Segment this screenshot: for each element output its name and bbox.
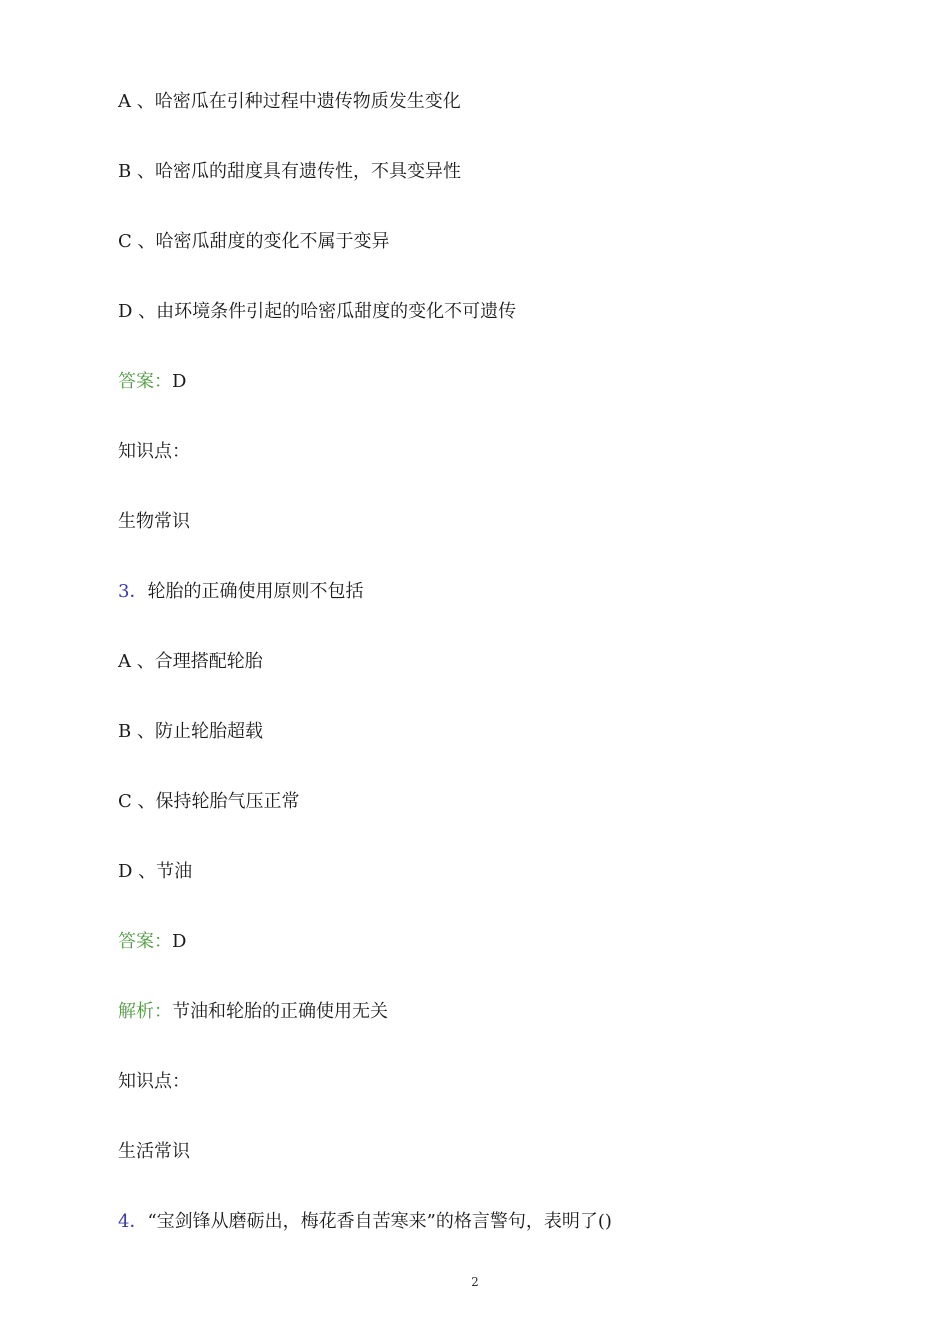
q3-knowledge-label: 知识点： [118,1071,190,1092]
page-number: 2 [471,1275,479,1289]
q3-option-a: A 、合理搭配轮胎 [118,651,263,672]
q4-stem [118,1210,612,1234]
q3-option-b: B 、防止轮胎超载 [118,721,263,742]
q3-analysis-label: 解析： [118,1001,172,1022]
q2-option-a: A 、哈密瓜在引种过程中遗传物质发生变化 [118,91,461,112]
q3-option-c: C 、保持轮胎气压正常 [118,791,300,812]
q3-answer-value: D [172,931,187,952]
q3-stem [118,580,363,604]
q3-number: 3． [118,581,148,602]
q2-answer-value: D [172,371,187,392]
q3-knowledge-value: 生活常识 [118,1141,190,1162]
q2-knowledge-value: 生物常识 [118,511,190,532]
q2-option-b: B 、哈密瓜的甜度具有遗传性，不具变异性 [118,161,461,182]
q2-answer-label: 答案： [118,371,172,392]
q2-option-d: D 、由环境条件引起的哈密瓜甜度的变化不可遗传 [118,301,517,322]
q2-answer [118,370,186,394]
q3-answer-label: 答案： [118,931,172,952]
q2-option-c: C 、哈密瓜甜度的变化不属于变异 [118,231,390,252]
q3-stem-text: 轮胎的正确使用原则不包括 [147,581,364,602]
q3-analysis-value: 节油和轮胎的正确使用无关 [172,1001,388,1022]
q3-analysis [118,1000,388,1024]
q3-answer [118,930,186,954]
q3-option-d: D 、节油 [118,861,193,882]
q2-knowledge-label: 知识点： [118,441,190,462]
q4-number: 4． [118,1211,148,1232]
q4-stem-text: “宝剑锋从磨砺出，梅花香自苦寒来”的格言警句，表明了() [147,1211,612,1232]
